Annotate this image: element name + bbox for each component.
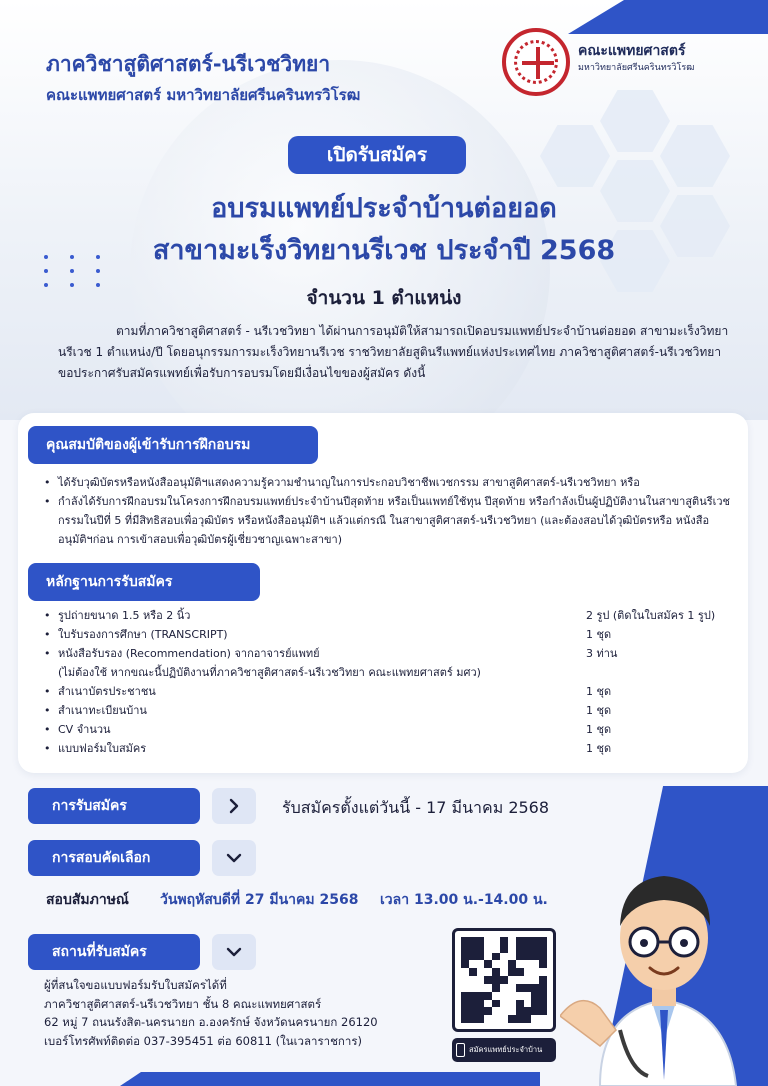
list-item: • กำลังได้รับการฝึกอบรมในโครงการฝึกอบรมแพทย์ประจำบ้านปีสุดท้าย หรือเป็นแพทย์ใช้ทุน ปีสุดท้าย หรือกำลังเป็นผู้ปฏิบัติงานในสาขาสูตินรีเวชกรรมในปีที่ 5 ที่มีสิทธิสอบเพื่อวุฒิบัตร หรือหนังสืออนุมัติฯ แล้วแต่กรณี ในสาขาสูติศาสตร์-นรีเวชวิทยา (และต้องสอบได้วุฒิบัตรหรือ หนังสืออนุมัติฯก่อน การเข้าสอบเพื่อวุฒิบัตรผู้เชี่ยวชาญเฉพาะสาขา) — [44, 492, 734, 549]
interview-time: เวลา 13.00 น.-14.00 น. — [380, 892, 548, 908]
application-expand-button[interactable] — [212, 788, 256, 824]
faculty-logo-icon — [502, 28, 570, 96]
doc-quantity: 1 ชุด — [586, 742, 612, 755]
qualifications-list — [44, 473, 734, 549]
qr-caption: สมัครแพทย์ประจำบ้าน — [452, 1038, 556, 1062]
list-item: • สำเนาทะเบียนบ้าน 1 ชุด — [44, 701, 734, 720]
list-item: • สำเนาบัตรประชาชน 1 ชุด — [44, 682, 734, 701]
doc-quantity: 2 รูป (ติดในใบสมัคร 1 รูป) — [586, 609, 716, 622]
venue-line: 62 หมู่ 7 ถนนรังสิต-นครนายก อ.องครักษ์ จังหวัดนครนายก 26120 — [44, 1015, 378, 1029]
venue-section-label: สถานที่รับสมัคร — [28, 934, 200, 970]
chevron-right-icon — [225, 797, 243, 815]
logo-subtitle: มหาวิทยาลัยศรีนครินทรวิโรฒ — [578, 63, 695, 73]
venue-line: เบอร์โทรศัพท์ติดต่อ 037-395451 ต่อ 60811 (ในเวลาราชการ) — [44, 1033, 362, 1048]
corner-accent-bottom — [120, 1072, 540, 1086]
venue-expand-button[interactable] — [212, 934, 256, 970]
venue-line: ผู้ที่สนใจขอแบบฟอร์มรับใบสมัครได้ที่ — [44, 978, 227, 992]
evidence-list — [44, 606, 734, 758]
positions-count: จำนวน 1 ตำแหน่ง — [306, 287, 462, 309]
open-application-badge: เปิดรับสมัคร — [288, 136, 466, 174]
department-title: ภาควิชาสูติศาสตร์-นรีเวชวิทยา — [46, 52, 331, 76]
venue-address — [44, 976, 378, 1050]
doctor-illustration — [560, 840, 768, 1086]
venue-line: ภาควิชาสูติศาสตร์-นรีเวชวิทยา ชั้น 8 คณะแพทยศาสตร์ — [44, 996, 322, 1011]
list-item: • หนังสือรับรอง (Recommendation) จากอาจารย์แพทย์ 3 ท่าน — [44, 644, 734, 663]
phone-icon — [456, 1043, 465, 1057]
department-subtitle: คณะแพทยศาสตร์ มหาวิทยาลัยศรีนครินทรวิโรฒ — [46, 86, 361, 104]
doc-quantity: 3 ท่าน — [586, 647, 618, 660]
chevron-down-icon — [225, 849, 243, 867]
application-section-label: การรับสมัคร — [28, 788, 200, 824]
qr-code[interactable] — [452, 928, 556, 1032]
list-item: • ได้รับวุฒิบัตรหรือหนังสืออนุมัติฯแสดงความรู้ความชำนาญในการประกอบวิชาชีพเวชกรรม สาขาสูติศาสตร์-นรีเวชวิทยา หรือ — [44, 473, 734, 492]
list-item: • ใบรับรองการศึกษา (TRANSCRIPT) 1 ชุด — [44, 625, 734, 644]
logo-name: คณะแพทยศาสตร์ — [578, 43, 686, 59]
hex-medical-icon — [540, 125, 610, 187]
list-item: • รูปถ่ายขนาด 1.5 หรือ 2 นิ้ว 2 รูป (ติดในใบสมัคร 1 รูป) — [44, 606, 734, 625]
doc-quantity: 1 ชุด — [586, 685, 612, 698]
main-title-line-1: อบรมแพทย์ประจำบ้านต่อยอด — [211, 193, 557, 224]
list-item: • CV จำนวน 1 ชุด — [44, 720, 734, 739]
qr-pattern — [461, 937, 547, 1023]
hex-medical-icon — [660, 125, 730, 187]
application-period: รับสมัครตั้งแต่วันนี้ - 17 มีนาคม 2568 — [282, 798, 550, 817]
qualifications-heading: คุณสมบัติของผู้เข้ารับการฝึกอบรม — [28, 426, 318, 464]
selection-expand-button[interactable] — [212, 840, 256, 876]
doc-quantity: 1 ชุด — [586, 723, 612, 736]
chevron-down-icon — [225, 943, 243, 961]
hex-medical-icon — [600, 90, 670, 152]
interview-label: สอบสัมภาษณ์ — [46, 892, 129, 908]
intro-paragraph: ตามที่ภาควิชาสูติศาสตร์ - นรีเวชวิทยา ได้ผ่านการอนุมัติให้สามารถเปิดอบรมแพทย์ประจำบ้านต่อยอด สาขามะเร็งวิทยานรีเวช 1 ตำแหน่ง/ปี โดยอนุกรรมการมะเร็งวิทยานรีเวช ราชวิทยาลัยสูตินรีแพทย์แห่งประเทศไทย ภาควิชาสูติศาสตร์-นรีเวชวิทยา ขอประกาศรับสมัครแพทย์เพื่อรับการอบรมโดยมีเงื่อนไขของผู้สมัคร ดังนี้ — [58, 324, 729, 380]
evidence-heading: หลักฐานการรับสมัคร — [28, 563, 260, 601]
doc-quantity: 1 ชุด — [586, 628, 612, 641]
interview-date: วันพฤหัสบดีที่ 27 มีนาคม 2568 — [160, 892, 359, 908]
recommendation-note: (ไม่ต้องใช้ หากขณะนี้ปฏิบัติงานที่ภาควิชาสูติศาสตร์-นรีเวชวิทยา คณะแพทยศาสตร์ มศว) — [58, 666, 481, 679]
selection-section-label: การสอบคัดเลือก — [28, 840, 200, 876]
doc-quantity: 1 ชุด — [586, 704, 612, 717]
main-title-line-2: สาขามะเร็งวิทยานรีเวช ประจำปี 2568 — [152, 235, 616, 266]
list-item: • แบบฟอร์มใบสมัคร 1 ชุด — [44, 739, 734, 758]
